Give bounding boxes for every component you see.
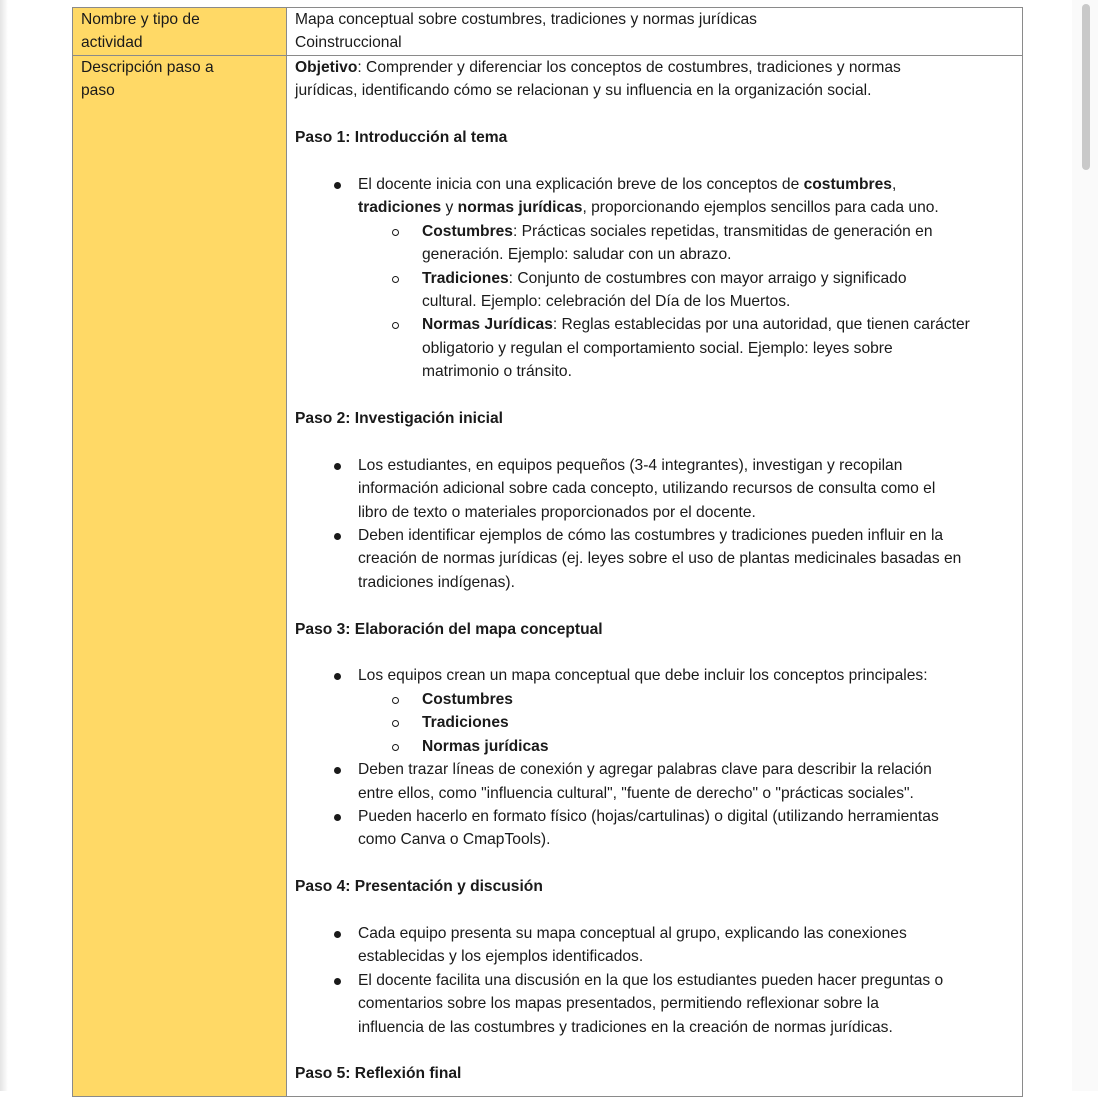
sub-item-normas: Normas jurídicas xyxy=(295,735,1014,758)
list-item: Cada equipo presenta su mapa conceptual al grupo, explicando las conexiones establecidas y los ejemplos identificados. xyxy=(295,922,1014,969)
activity-title: Mapa conceptual sobre costumbres, tradiciones y normas jurídicas xyxy=(295,11,757,28)
list-item: Deben identificar ejemplos de cómo las costumbres y tradiciones pueden influir en la creación de normas jurídicas (ej. leyes sobre el uso de plantas medicinales basadas en tradiciones indígenas). xyxy=(295,524,1014,594)
vertical-scrollbar[interactable] xyxy=(1072,0,1098,1091)
step-1-list xyxy=(295,173,1014,384)
sub-item-costumbres: Costumbres xyxy=(295,688,1014,711)
step-3-title: Paso 3: Elaboración del mapa conceptual xyxy=(295,620,603,638)
activity-table xyxy=(72,7,1023,1097)
sub-item-tradiciones: Tradiciones xyxy=(295,711,1014,734)
step-2-list xyxy=(295,454,1014,594)
step-2-title: Paso 2: Investigación inicial xyxy=(295,410,503,428)
description-row xyxy=(73,56,1023,1097)
list-item: Pueden hacerlo en formato físico (hojas/cartulinas) o digital (utilizando herramientas como Canva o CmapTools). xyxy=(295,805,1014,852)
list-item: Los equipos crean un mapa conceptual que debe incluir los conceptos principales: Costumbres Tradiciones Normas jurídicas xyxy=(295,664,1014,758)
sub-item-tradiciones: Tradiciones: Conjunto de costumbres con mayor arraigo y significado cultural. Ejemplo: celebración del Día de los Muertos. xyxy=(295,267,1014,314)
sub-item-normas: Normas Jurídicas: Reglas establecidas por una autoridad, que tienen carácter obligatorio y regulan el comportamiento social. Ejemplo: leyes sobre matrimonio o tránsito. xyxy=(295,313,1014,383)
list-item: El docente inicia con una explicación breve de los conceptos de costumbres, tradiciones y normas jurídicas, proporcionando ejemplos sencillos para cada uno. Costumbres: Prácticas sociales repetidas, transmitidas de generación en generación. Ejemplo: saludar con un abrazo. Tradiciones: Conjunto de costumbres con mayor arraigo y significado cultural. Ejemplo: celebración del Día de los Muertos. Normas Jurídicas: Reglas establecidas por una autoridad, que tienen carácter obligatorio y regulan el comportamiento social. Ejemplo: leyes sobre matrimonio o tránsito. xyxy=(295,173,1014,384)
step-4-list xyxy=(295,922,1014,1039)
activity-type: Coinstruccional xyxy=(295,34,402,52)
activity-name-value xyxy=(287,8,1023,56)
step-4-title: Paso 4: Presentación y discusión xyxy=(295,878,543,896)
list-item: El docente facilita una discusión en la que los estudiantes pueden hacer preguntas o comentarios sobre los mapas presentados, permitiendo reflexionar sobre la influencia de las costumbres y tradiciones en la creación de normas jurídicas. xyxy=(295,969,1014,1039)
scrollbar-thumb[interactable] xyxy=(1082,4,1090,170)
activity-name-label: Nombre y tipo de actividad xyxy=(73,8,287,56)
step-1-title: Paso 1: Introducción al tema xyxy=(295,129,508,147)
objective: Objetivo: Comprender y diferenciar los conceptos de costumbres, tradiciones y normas xyxy=(295,59,901,76)
activity-name-row xyxy=(73,8,1023,56)
list-item: Deben trazar líneas de conexión y agregar palabras clave para describir la relación entre ellos, como "influencia cultural", "fuente de derecho" o "prácticas sociales". xyxy=(295,758,1014,805)
page-edge xyxy=(0,0,8,1091)
list-item: Los estudiantes, en equipos pequeños (3-4 integrantes), investigan y recopilan información adicional sobre cada concepto, utilizando recursos de consulta como el libro de texto o materiales proporcionados por el docente. xyxy=(295,454,1014,524)
step-5-title: Paso 5: Reflexión final xyxy=(295,1065,462,1083)
step-3-list xyxy=(295,664,1014,851)
sub-item-costumbres: Costumbres: Prácticas sociales repetidas, transmitidas de generación en generación. Ejemplo: saludar con un abrazo. xyxy=(295,220,1014,267)
description-label: Descripción paso a paso xyxy=(73,56,287,1097)
description-content: Objetivo: Comprender y diferenciar los conceptos de costumbres, tradiciones y normas jurídicas, identificando cómo se relacionan y su influencia en la organización social. Paso 1: Introducción al tema El docente inicia con una explicación breve de los conceptos de costumbres, tradiciones y normas jurídicas, proporcionando ejemplos sencillos para cada uno. Costumbres: Prácticas sociales repetidas, transmitidas de generación en generación. Ejemplo: saludar con un abrazo. Tradiciones: Conjunto de costumbres con mayor arraigo y significado cultural. Ejemplo: celebración del Día de los Muertos. Normas Jurídicas: Reglas establecidas por una autoridad, que tienen carácter obligatorio y regulan el comportamiento social. Ejemplo: leyes sobre matrimonio o tránsito. Paso 2: Investigación inicial Los estudiantes, en equipos pequeños (3-4 integrantes), investigan y recopilan información adicional sobre cada concepto, utilizando recursos de consulta como el libro de texto o materiales proporcionados por el docente. Deben identificar ejemplos de cómo las costumbres y tradiciones pueden influir en la creación de normas jurídicas (ej. leyes sobre el uso de plantas medicinales basadas en tradiciones indígenas). Paso 3: Elaboración del mapa conceptual Los equipos crean un mapa conceptual que debe incluir los conceptos principales: Costumbres Tradiciones Normas jurídicas Deben trazar líneas de conexión y agregar palabras clave para describir la relación entre ellos, como "influencia cultural", "fuente de derecho" o "prácticas sociales". Pueden hacerlo en formato físico (hojas/cartulinas) o digital (utilizando herramientas como Canva o CmapTools). Paso 4: Presentación y discusión Cada equipo presenta su mapa conceptual al grupo, explicando las conexiones establecidas y los ejemplos identificados. El docente facilita una discusión en la que los estudiantes pueden hacer preguntas o comentarios sobre los mapas presentados, permitiendo reflexionar sobre la influencia de las costumbres y tradiciones en la creación de normas jurídicas. Paso 5: Reflexión final xyxy=(287,56,1023,1097)
